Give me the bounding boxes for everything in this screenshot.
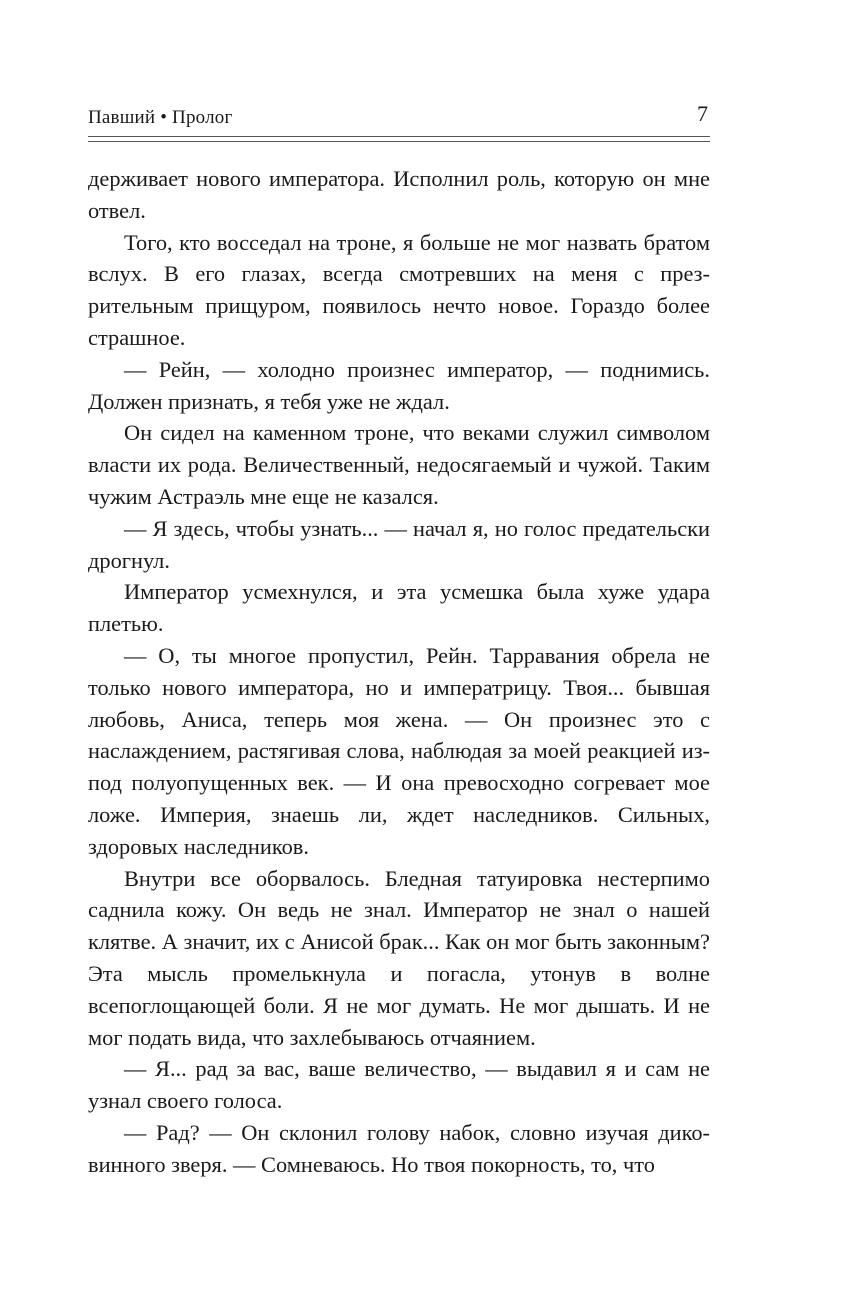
paragraph: Император усмехнулся, и эта усмешка была хуже удара плетью. (88, 579, 710, 637)
paragraph: — Я... рад за вас, ваше величество, — выдавил я и сам не узнал своего голоса. (88, 1056, 710, 1114)
header-rule-bottom (88, 141, 710, 142)
paragraph: Внутри все оборвалось. Бледная татуировка нестерпимо саднила кожу. Он ведь не знал. Император не знал о нашей клятве. А значит, их с Анисой брак... Как он мог быть законным? Эта мысль промелькнула и погасла, утонув в волне всепоглощающей боли. Я не мог думать. Не мог дышать. И не мог подать вида, что захлебываюсь отчаянием. (88, 865, 710, 1050)
chapter-title: Павший • Пролог (88, 107, 233, 128)
paragraph: — О, ты многое пропустил, Рейн. Тарравания обрела не только нового императора, но и императрицу. Твоя... бывшая любовь, Аниса, теперь моя жена. — Он произнес это с наслаждением, растягивая слова, наблюдая за моей реакцией из-под полуопущенных век. — И она превосходно согревает мое ложе. Империя, знаешь ли, ждет наследников. Сильных, здоровых наследников. (88, 642, 710, 859)
paragraph: — Рейн, — холодно произнес император, — поднимись. Должен признать, я тебя уже не ждал. (88, 356, 710, 414)
header-rule-top (88, 136, 710, 137)
running-header (88, 101, 710, 132)
paragraph: — Я здесь, чтобы узнать... — начал я, но голос предательски дрогнул. (88, 515, 710, 573)
page-number: 7 (697, 101, 708, 126)
paragraph: Он сидел на каменном троне, что веками служил символом власти их рода. Величественный, недосягаемый и чужой. Таким чужим Астраэль мне еще не казался. (88, 420, 710, 509)
paragraph: Того, кто восседал на троне, я больше не мог назвать братом вслух. В его глазах, всегда смотревших на меня с презрительным прищуром, появилось нечто новое. Гораздо более страшное. (88, 229, 710, 350)
paragraph: держивает нового императора. Исполнил роль, которую он мне отвел. (88, 166, 710, 223)
book-page (88, 0, 710, 1311)
body-text (88, 163, 710, 1181)
paragraph: — Рад? — Он склонил голову набок, словно изучая диковинного зверя. — Сомневаюсь. Но твоя покорность, то, что (88, 1119, 710, 1177)
